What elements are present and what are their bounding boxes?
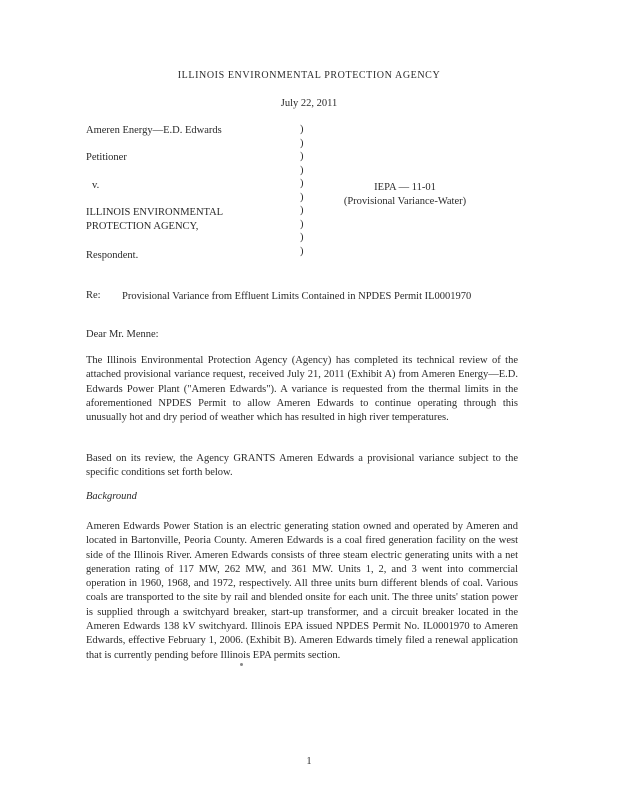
case-number-block [330,181,480,209]
respondent-role: Respondent. [86,250,139,261]
background-heading: Background [86,491,137,502]
case-number: IEPA — 11-01 [374,182,436,193]
respondent-name-line2: PROTECTION AGENCY, [86,221,199,232]
paragraph-review: The Illinois Environmental Protection Agency (Agency) has completed its technical review of the attached provisional variance request, received July 21, 2011 (Exhibit A) from Ameren Energy—E.D. Edwards Power Plant ("Ameren Edwards"). A variance is requested from the thermal limits in the aforementioned NPDES Permit to allow Ameren Edwards to continue operating through this unusually hot and dry period of weather which has resulted in high river temperatures. [86,355,518,424]
letter-date: July 22, 2011 [280,98,338,109]
paragraph-background: Ameren Edwards Power Station is an electric generating station owned and operated by Ameren and located in Bartonville, Peoria County. Ameren Edwards is a coal fired generation facility on the west side of the Illinois River. Ameren Edwards consists of three steam electric generating units with a net generation rating of 117 MW, 262 MW, and 361 MW. Units 1, 2, and 3 went into commercial operation in 1960, 1968, and 1972, respectively. All three units burn different blends of coal. Various coals are transported to the site by rail and blended onsite for each unit. The three units' station power is supplied through a switchyard breaker, start-up transformer, and a circuit breaker located in the Ameren Edwards 138 kV switchyard. Illinois EPA issued NPDES Permit No. IL0001970 to Ameren Edwards, effective February 1, 2006. (Exhibit B). Ameren Edwards timely filed a renewal application that is currently pending before Illinois EPA permits section. [86,521,518,661]
paragraph-grant: Based on its review, the Agency GRANTS Ameren Edwards a provisional variance subject to the specific conditions set forth below. [86,453,518,479]
caption-brackets: ) ) ) ) ) ) ) ) ) ) [300,124,304,257]
re-subject: Provisional Variance from Effluent Limits Contained in NPDES Permit IL0001970 [122,291,472,302]
page-number: 1 [306,756,312,767]
scan-speck [240,663,243,666]
agency-title: ILLINOIS ENVIRONMENTAL PROTECTION AGENCY [177,70,441,81]
re-label: Re: [86,290,101,301]
petitioner-role: Petitioner [86,152,127,163]
respondent-name-line1: ILLINOIS ENVIRONMENTAL [86,207,224,218]
case-type: (Provisional Variance-Water) [343,196,467,207]
versus-label: v. [92,180,100,191]
salutation: Dear Mr. Menne: [86,329,159,340]
petitioner-name: Ameren Energy—E.D. Edwards [86,125,222,136]
